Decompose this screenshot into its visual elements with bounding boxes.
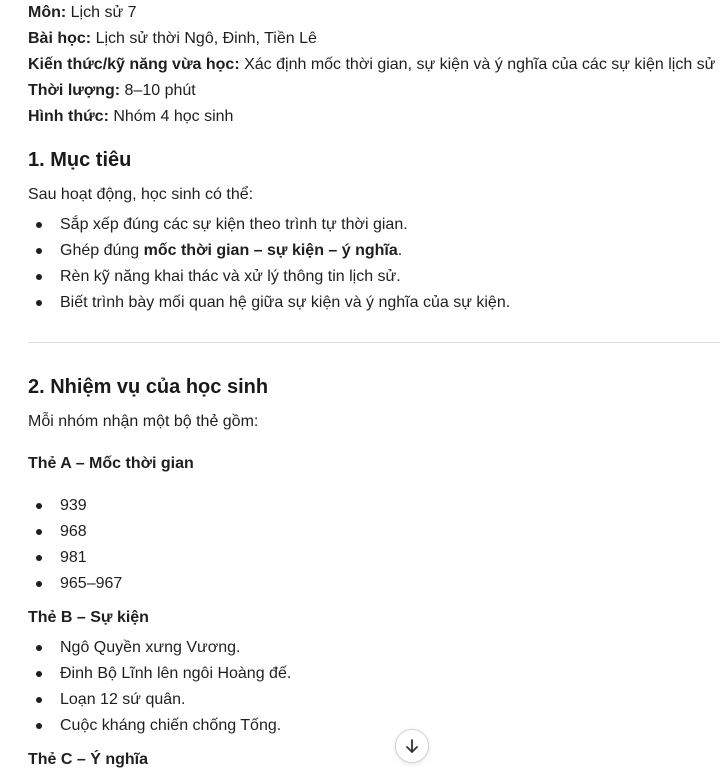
list-item: Đinh Bộ Lĩnh lên ngôi Hoàng đế. bbox=[28, 664, 291, 690]
list-item: Sắp xếp đúng các sự kiện theo trình tự thời gian. bbox=[28, 215, 510, 241]
card-a-title: Thẻ A – Mốc thời gian bbox=[28, 455, 194, 472]
card-c-title: Thẻ C – Ý nghĩa bbox=[28, 751, 149, 768]
card-b-title: Thẻ B – Sự kiện bbox=[28, 609, 149, 626]
section-heading-objectives: 1. Mục tiêu bbox=[28, 149, 132, 171]
list-item: Biết trình bày mối quan hệ giữa sự kiện và ý nghĩa của sự kiện. bbox=[28, 293, 510, 319]
section-heading-tasks: 2. Nhiệm vụ của học sinh bbox=[28, 376, 269, 398]
list-item bbox=[28, 241, 510, 267]
objectives-list bbox=[28, 215, 510, 319]
list-item-bold: mốc thời gian – sự kiện – ý nghĩa bbox=[143, 242, 398, 259]
meta-subject bbox=[28, 3, 137, 23]
card-b-list bbox=[28, 638, 291, 742]
objectives-intro: Sau hoạt động, học sinh có thể: bbox=[28, 186, 254, 203]
list-item: 968 bbox=[28, 522, 122, 548]
arrow-down-icon bbox=[403, 737, 421, 755]
meta-value: Xác định mốc thời gian, sự kiện và ý nghĩa của các sự kiện lịch sử bbox=[239, 56, 716, 73]
meta-duration bbox=[28, 81, 196, 101]
list-item-text: . bbox=[397, 242, 403, 259]
meta-value: Nhóm 4 học sinh bbox=[108, 108, 234, 125]
list-item: Cuộc kháng chiến chống Tống. bbox=[28, 716, 291, 742]
tasks-intro: Mỗi nhóm nhận một bộ thẻ gồm: bbox=[28, 413, 259, 430]
meta-lesson bbox=[28, 29, 317, 49]
meta-skill bbox=[28, 55, 715, 75]
list-item: 939 bbox=[28, 496, 122, 522]
meta-label: Hình thức: bbox=[28, 108, 109, 125]
meta-label: Môn: bbox=[28, 4, 67, 21]
list-item: 981 bbox=[28, 548, 122, 574]
list-item: 965–967 bbox=[28, 574, 122, 600]
meta-value: Lịch sử thời Ngô, Đinh, Tiền Lê bbox=[91, 30, 317, 47]
card-a-list bbox=[28, 496, 122, 600]
list-item: Rèn kỹ năng khai thác và xử lý thông tin lịch sử. bbox=[28, 267, 510, 293]
meta-label: Bài học: bbox=[28, 30, 92, 47]
list-item: Loạn 12 sứ quân. bbox=[28, 690, 291, 716]
meta-value: 8–10 phút bbox=[120, 82, 196, 99]
scroll-down-button[interactable] bbox=[395, 729, 429, 763]
meta-label: Kiến thức/kỹ năng vừa học: bbox=[28, 56, 240, 73]
section-divider bbox=[28, 342, 720, 343]
meta-format bbox=[28, 107, 233, 127]
meta-value: Lịch sử 7 bbox=[66, 4, 137, 21]
list-item-text: Ghép đúng bbox=[60, 242, 144, 259]
list-item: Ngô Quyền xưng Vương. bbox=[28, 638, 291, 664]
meta-label: Thời lượng: bbox=[28, 82, 121, 99]
